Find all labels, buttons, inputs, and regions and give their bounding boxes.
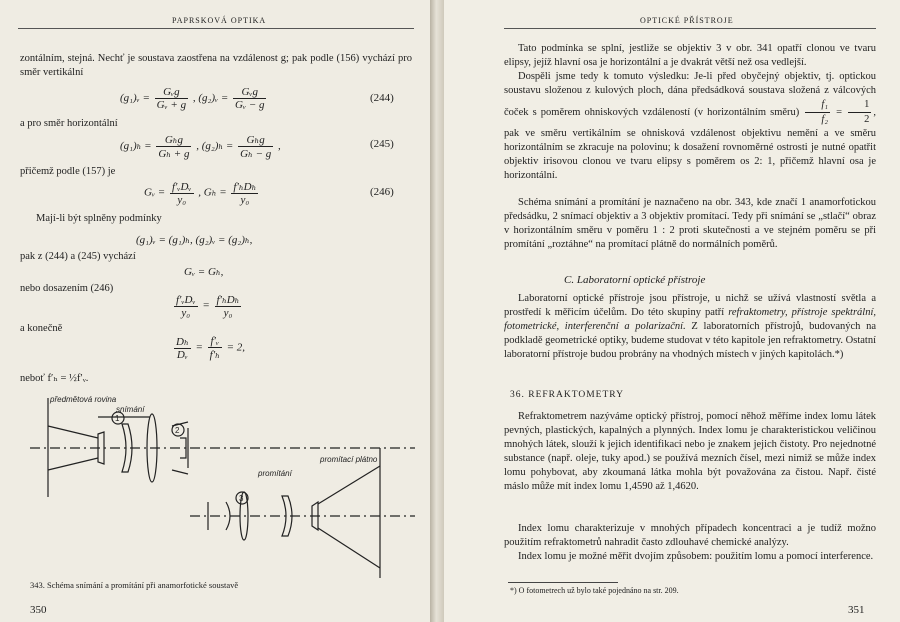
paragraph: Schéma snímání a promítání je naznačeno na obr. 343, kde značí 1 anamorfotickou předsádku, 2 snímací objektiv a 3 objektiv promítací. Tedy při snímání se „stlačí“ obraz v horizontálním směru v poměru 1 : 2 proti skutečnosti a ve stejném poměru se při promítání „roztáhne“ na promítací plátně do normálních poměrů. xyxy=(504,197,876,250)
equation-number-244: (244) xyxy=(370,92,394,104)
equation-number-245: (245) xyxy=(370,138,394,150)
paragraph: zontálním, stejná. Nechť je soustava zaostřena na vzdálenost g; pak podle (156) vychází pro směr vertikální xyxy=(20,53,412,78)
number-3: 3 xyxy=(239,494,244,503)
running-header-left: PAPRSKOVÁ OPTIKA xyxy=(172,16,267,25)
paragraph: Refraktometrem nazýváme optický přístroj, pomocí něhož měříme index lomu látek pevných, plastických, kapalných a plynných. Index lomu je charakteristickou veličinou mnohých látek, slouží k jejich identifikaci nebo je znakem jejich čistoty. Pro nejednotné substance (např. oleje, tuky apod.) se používá mezních čísel, mezi nimiž se může index lomu pohybovat, aby zkoumaná látka mohla být považována za čistou. Např. čisté máslo může mít index lomu 1,4590 až 1,4620. xyxy=(504,411,876,492)
paragraph: Index lomu charakterizuje v mnohých případech koncentraci a je tudíž možno použitím refraktometrů nahradit často zdlouhavé chemické analýzy. xyxy=(504,523,876,548)
figure-caption: 343. Schéma snímání a promítání při anamorfotické soustavě xyxy=(30,580,239,590)
page-number-right: 351 xyxy=(848,604,865,616)
equation-number-246: (246) xyxy=(370,186,394,198)
equation-245: (g₁)ₕ = $\frac{\text{Gₕg}}{\text{Gₕ + g}}$ , (g₂)ₕ = $\frac{\text{Gₕg}}{\text{Gₕ − g}}$ , xyxy=(120,134,281,160)
paragraph: neboť f′ₕ = ½f′ᵥ. xyxy=(20,373,89,384)
paragraph: a pro směr horizontální xyxy=(20,118,118,129)
equation-g: Gᵥ = Gₕ, xyxy=(184,266,224,278)
footnote-rule xyxy=(508,582,618,583)
page-number-left: 350 xyxy=(30,604,47,616)
number-2: 2 xyxy=(175,426,180,435)
right-page xyxy=(444,0,900,622)
paragraph: Index lomu je možné měřit dvojím způsobem: použitím lomu a pomocí interference. xyxy=(518,551,874,562)
paragraph: pak z (244) a (245) vychází xyxy=(20,251,136,262)
label-platno: promítací plátno xyxy=(320,455,378,464)
equation-d: $\frac{\text{Dₕ}}{\text{Dᵥ}}$ = $\frac{\text{f′ᵥ}}{\text{f′ₕ}}$ = 2, xyxy=(176,335,246,361)
equation-conditions: (g₁)ᵥ = (g₁)ₕ, (g₂)ᵥ = (g₂)ₕ, xyxy=(136,234,253,246)
paragraph: Tato podmínka se splní, jestliže se objektiv 3 v obr. 341 opatří clonou ve tvaru elipsy, jejíž hlavní osa je horizontální a je dvakrát větší než osa vedlejší. xyxy=(504,43,876,68)
paragraph: nebo dosazením (246) xyxy=(20,283,114,294)
footnote: *) O fotometrech už bylo také pojednáno na str. 209. xyxy=(510,586,679,595)
section-heading-c: C. Laboratorní optické přístroje xyxy=(564,274,706,286)
header-rule-right xyxy=(504,28,876,29)
paragraph: a konečně xyxy=(20,323,63,334)
label-predmet: předmětová rovina xyxy=(50,395,117,404)
left-page xyxy=(0,0,430,622)
number-1: 1 xyxy=(115,414,120,423)
paragraph: Mají-li být splněny podmínky xyxy=(36,213,162,224)
paragraph: Dospěli jsme tedy k tomuto výsledku: Je-li před obyčejný objektiv, tj. optickou soustavu složenou z kulových ploch, dána předsádková soustava složená z válcových čoček s poměrem ohniskových vzdáleností (v horizontálním směru) $\frac{\text{f₁}}{\text{f₂}}$ = $\frac{1}{2}$ , pak ve směru vertikálním se ohnisková vzdálenost objektivu nemění a ve směru horizontálním se zkracuje na polovinu; k dosažení rovnoměrné ostrosti je nutné opatřit objektiv irisovou clonou ve tvaru elipsy s poměrem os 2: 1, přičemž hlavní osa je horizontální. xyxy=(504,71,877,181)
paragraph: přičemž podle (157) je xyxy=(20,166,116,177)
book-gutter xyxy=(430,0,444,622)
section-heading-36: 36. REFRAKTOMETRY xyxy=(510,390,624,400)
header-rule-left xyxy=(18,28,414,29)
equation-f: $\frac{\text{f′ᵥDᵥ}}{\text{y₀}}$ = $\frac{\text{f′ₕDₕ}}{\text{y₀}}$ xyxy=(176,293,240,319)
paragraph: Laboratorní optické přístroje jsou přístroje, u nichž se užívá vlastností světla a prostředí k měřicím účelům. Do této skupiny patří refraktometry, přístroje spektrální, fotometrické, interferenční a polarizační. Z laboratorních přístrojů, budovaných na podkladě geometrické optiky, budeme studovat v této kapitole jen refraktometry. Ostatní laboratorní přístroje budou probrány na vhodných místech v jiných kapitolách.*) xyxy=(504,293,877,360)
figure-343-diagram xyxy=(20,392,420,580)
equation-246: Gᵥ = $\frac{\text{f′ᵥDᵥ}}{\text{y₀}}$ , Gₕ = $\frac{\text{f′ₕDₕ}}{\text{y₀}}$ xyxy=(144,180,257,206)
running-header-right: OPTICKÉ PŘÍSTROJE xyxy=(640,16,734,25)
label-promitani: promítání xyxy=(258,469,292,478)
label-snimani: snímání xyxy=(116,405,145,414)
equation-244: (g₁)ᵥ = $\frac{\text{Gᵥg}}{\text{Gᵥ + g}}$ , (g₂)ᵥ = $\frac{\text{Gᵥg}}{\text{Gᵥ − g}}$ xyxy=(120,86,265,111)
